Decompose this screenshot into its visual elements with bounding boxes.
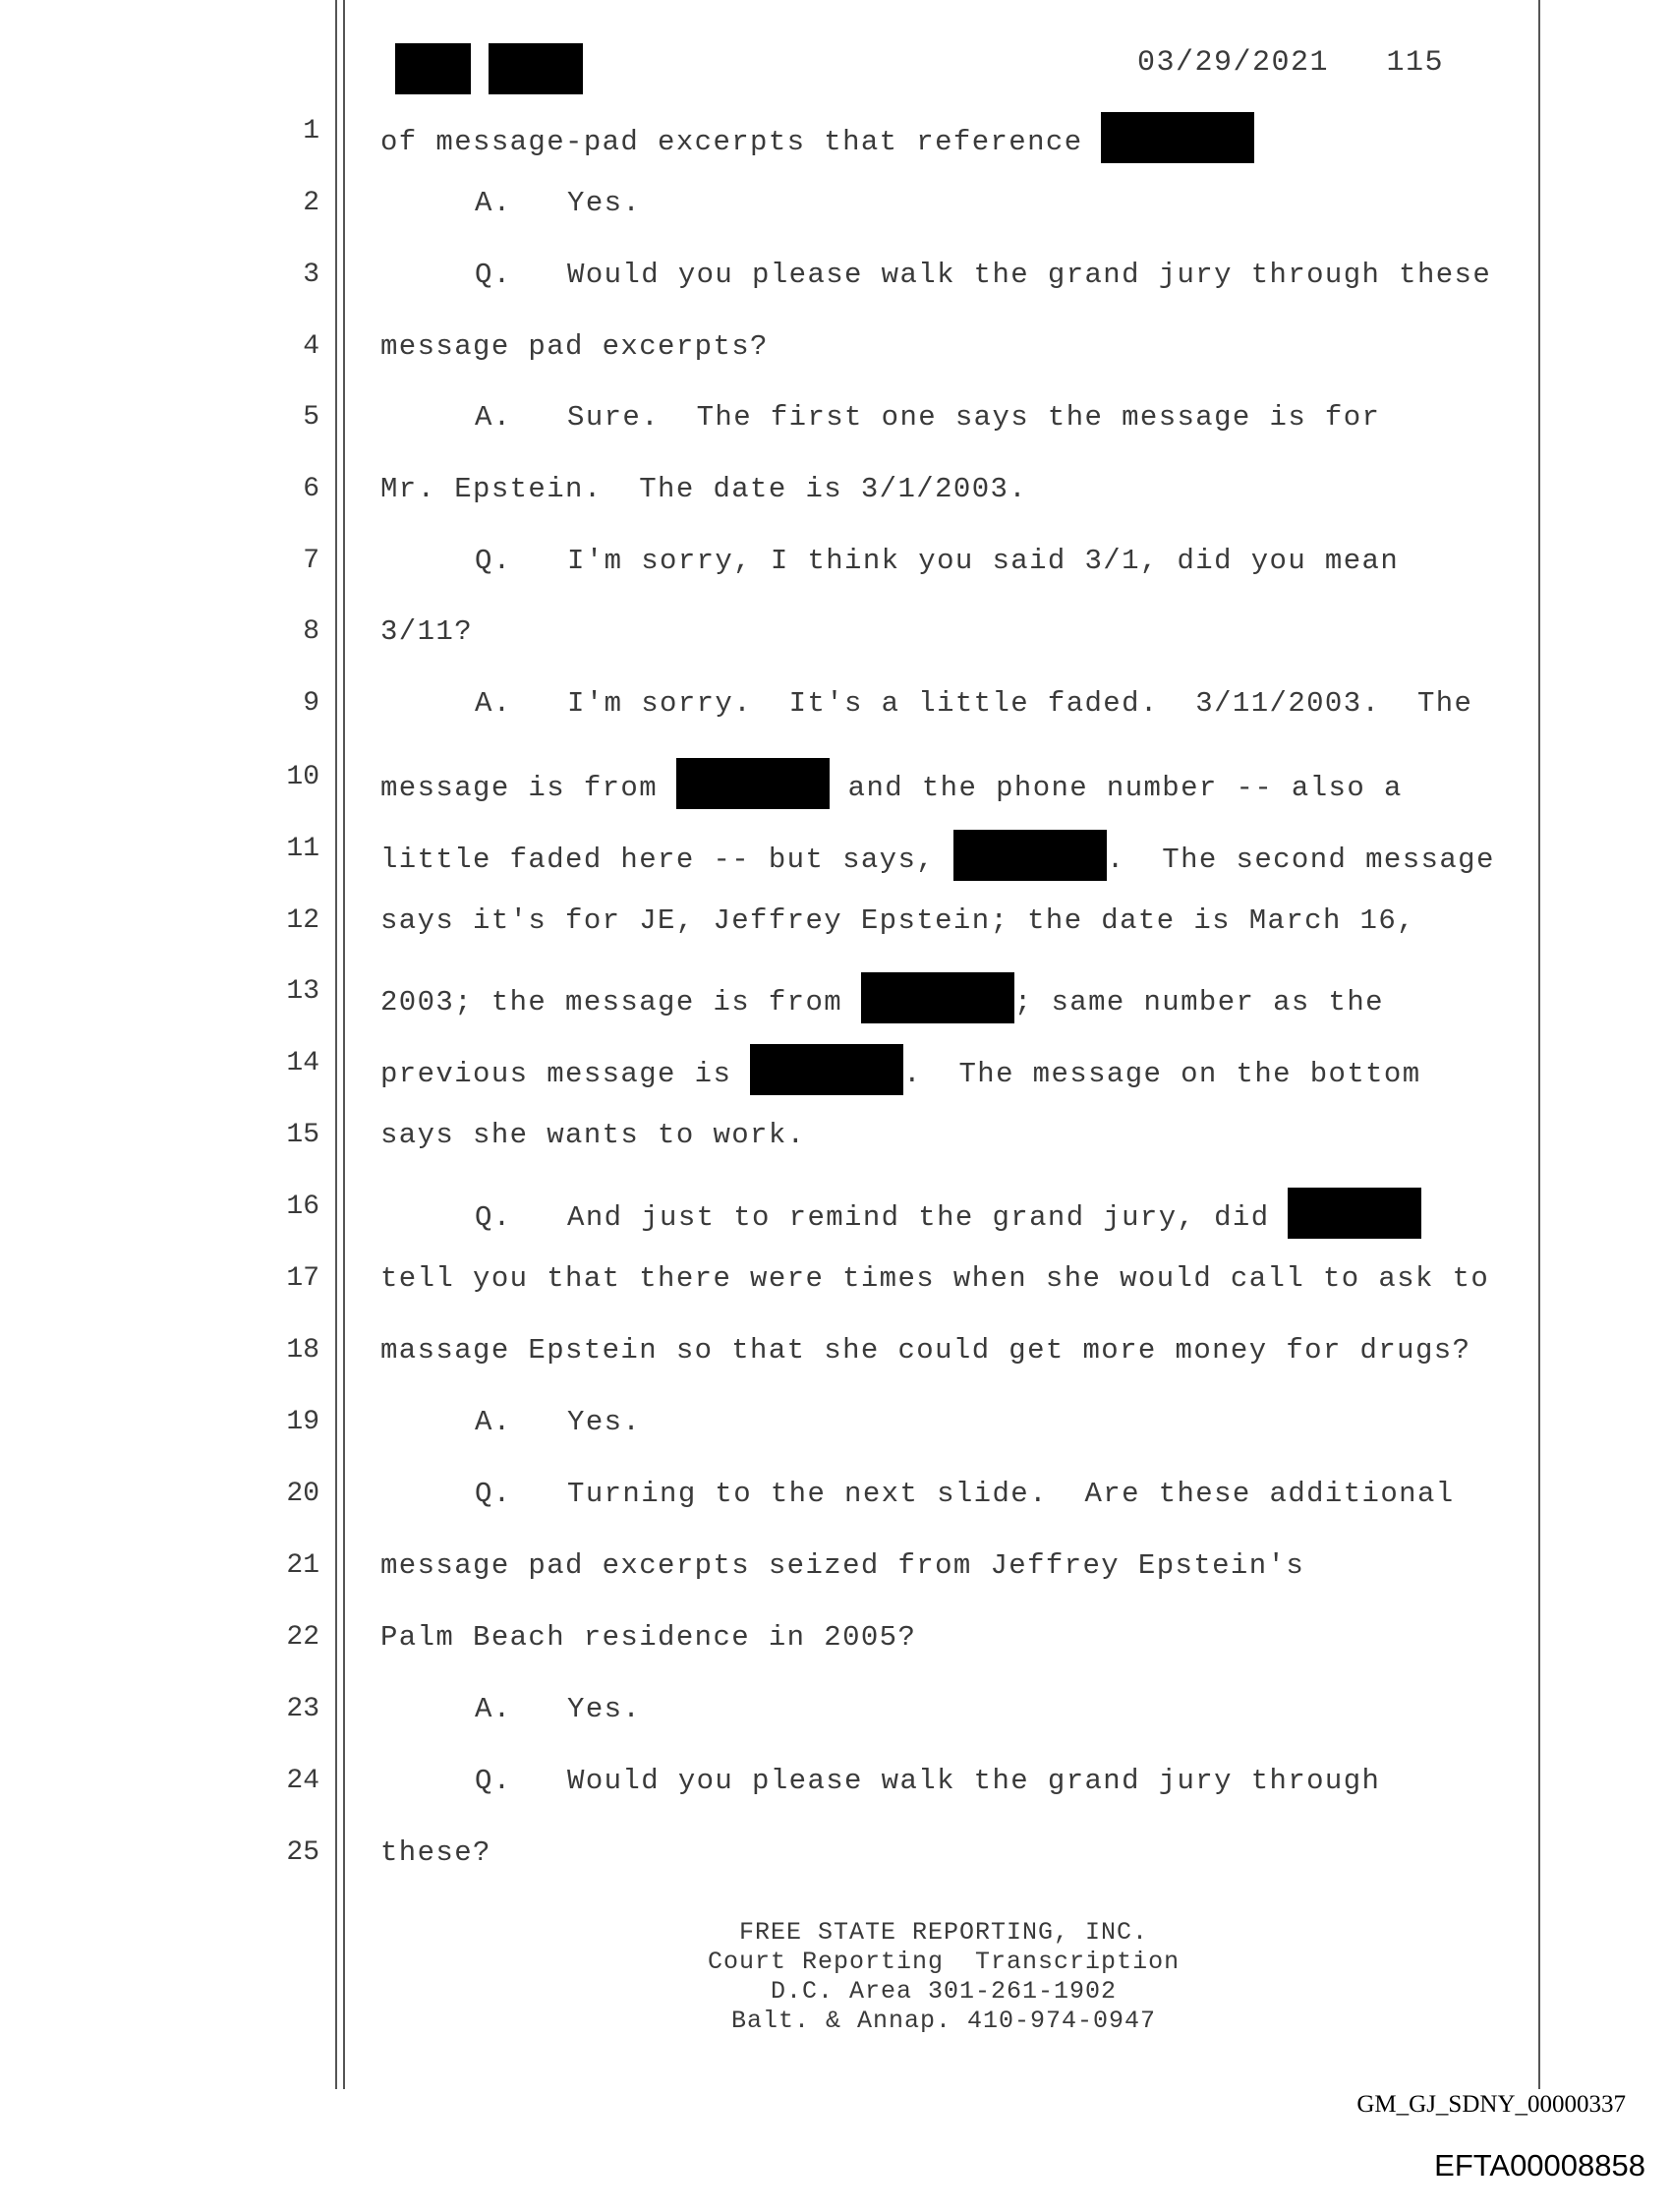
transcript-line [0, 1834, 1671, 1892]
line-text-continued: and the phone number -- also a [829, 772, 1403, 804]
line-text: A. I'm sorry. It's a little faded. 3/11/2003. The [475, 687, 1473, 720]
transcript-line [0, 830, 1671, 889]
transcript-line [0, 542, 1671, 601]
redaction-box [861, 972, 1014, 1023]
transcript-line [0, 972, 1671, 1031]
line-number: 3 [303, 260, 319, 290]
line-text-continued: . The second message [1106, 844, 1495, 876]
transcript-line [0, 184, 1671, 243]
transcript-line [0, 758, 1671, 817]
footer-company: FREE STATE REPORTING, INC. [738, 1918, 1149, 1947]
line-text: tell you that there were times when she would call to ask to [380, 1262, 1490, 1295]
footer-services: Court Reporting Transcription [708, 1948, 1181, 1976]
line-text: message pad excerpts seized from Jeffrey Epstein's [380, 1549, 1305, 1582]
line-number: 13 [286, 976, 319, 1007]
transcript-line [0, 1044, 1671, 1103]
transcript-line [0, 1331, 1671, 1390]
line-number: 5 [303, 402, 319, 433]
transcript-line [0, 398, 1671, 457]
line-number: 14 [286, 1048, 319, 1078]
line-number: 17 [286, 1263, 319, 1294]
line-text-continued: . The message on the bottom [903, 1058, 1421, 1090]
line-text: A. Yes. [475, 1406, 642, 1438]
line-number: 21 [286, 1550, 319, 1581]
line-text: Q. Would you please walk the grand jury through these [475, 259, 1492, 291]
bates-number-gm: GM_GJ_SDNY_00000337 [1356, 2091, 1626, 2118]
redaction-box [1288, 1188, 1421, 1239]
line-text: message pad excerpts? [380, 330, 769, 363]
redaction-box [1101, 112, 1254, 163]
transcript-line [0, 1690, 1671, 1749]
header-date-page: 03/29/2021 115 [1137, 46, 1445, 80]
transcript-line [0, 256, 1671, 315]
line-text: 2003; the message is from [380, 986, 861, 1019]
line-text: Mr. Epstein. The date is 3/1/2003. [380, 473, 1028, 505]
line-number: 24 [286, 1766, 319, 1796]
footer-phone-dc: D.C. Area 301-261-1902 [770, 1977, 1118, 2006]
line-number: 20 [286, 1479, 319, 1509]
line-number: 2 [303, 188, 319, 218]
transcript-line [0, 327, 1671, 386]
transcript-line [0, 470, 1671, 529]
footer-phone-balt: Balt. & Annap. 410-974-0947 [730, 2007, 1157, 2035]
transcript-line [0, 902, 1671, 960]
redaction-box [750, 1044, 903, 1095]
line-text: previous message is [380, 1058, 751, 1090]
line-text: says she wants to work. [380, 1119, 806, 1151]
line-text: these? [380, 1836, 491, 1869]
redaction-box [676, 758, 830, 809]
line-number: 11 [286, 834, 319, 864]
line-number: 19 [286, 1407, 319, 1437]
transcript-line [0, 1475, 1671, 1534]
line-text: says it's for JE, Jeffrey Epstein; the date is March 16, [380, 904, 1415, 937]
line-number: 4 [303, 331, 319, 362]
line-number: 25 [286, 1837, 319, 1868]
transcript-line [0, 1762, 1671, 1821]
transcript-line [0, 1403, 1671, 1462]
line-number: 15 [286, 1120, 319, 1150]
line-text: Palm Beach residence in 2005? [380, 1621, 917, 1654]
line-text: little faded here -- but says, [380, 844, 953, 876]
line-number: 6 [303, 474, 319, 504]
line-text: A. Sure. The first one says the message is for [475, 401, 1381, 434]
line-text: A. Yes. [475, 1693, 642, 1725]
line-number: 8 [303, 616, 319, 647]
line-text: Q. And just to remind the grand jury, did [475, 1201, 1289, 1234]
redaction-box [953, 830, 1107, 881]
line-number: 18 [286, 1335, 319, 1366]
transcript-line [0, 1116, 1671, 1175]
line-text: Q. I'm sorry, I think you said 3/1, did you mean [475, 545, 1400, 577]
transcript-line [0, 112, 1671, 171]
line-text: Q. Would you please walk the grand jury through [475, 1765, 1381, 1797]
line-text: A. Yes. [475, 187, 642, 219]
reporter-footer [708, 1918, 1180, 2036]
bates-number-efta: EFTA00008858 [1434, 2148, 1645, 2183]
line-number: 10 [286, 762, 319, 792]
transcript-line [0, 1618, 1671, 1677]
line-text: Q. Turning to the next slide. Are these additional [475, 1478, 1455, 1510]
redaction-box [489, 43, 583, 94]
line-text: massage Epstein so that she could get more money for drugs? [380, 1334, 1471, 1367]
line-number: 23 [286, 1694, 319, 1724]
transcript-line [0, 1546, 1671, 1605]
line-number: 1 [303, 116, 319, 146]
transcript-line [0, 1188, 1671, 1247]
line-text: of message-pad excerpts that reference [380, 126, 1102, 158]
transcript-line [0, 684, 1671, 743]
line-number: 9 [303, 688, 319, 719]
transcript-line [0, 612, 1671, 671]
line-text: message is from [380, 772, 676, 804]
transcript-line [0, 1259, 1671, 1318]
redaction-box [395, 43, 471, 94]
line-number: 12 [286, 905, 319, 936]
line-number: 16 [286, 1192, 319, 1222]
line-text: 3/11? [380, 615, 474, 648]
line-number: 7 [303, 546, 319, 576]
line-number: 22 [286, 1622, 319, 1653]
line-text-continued: ; same number as the [1013, 986, 1384, 1019]
